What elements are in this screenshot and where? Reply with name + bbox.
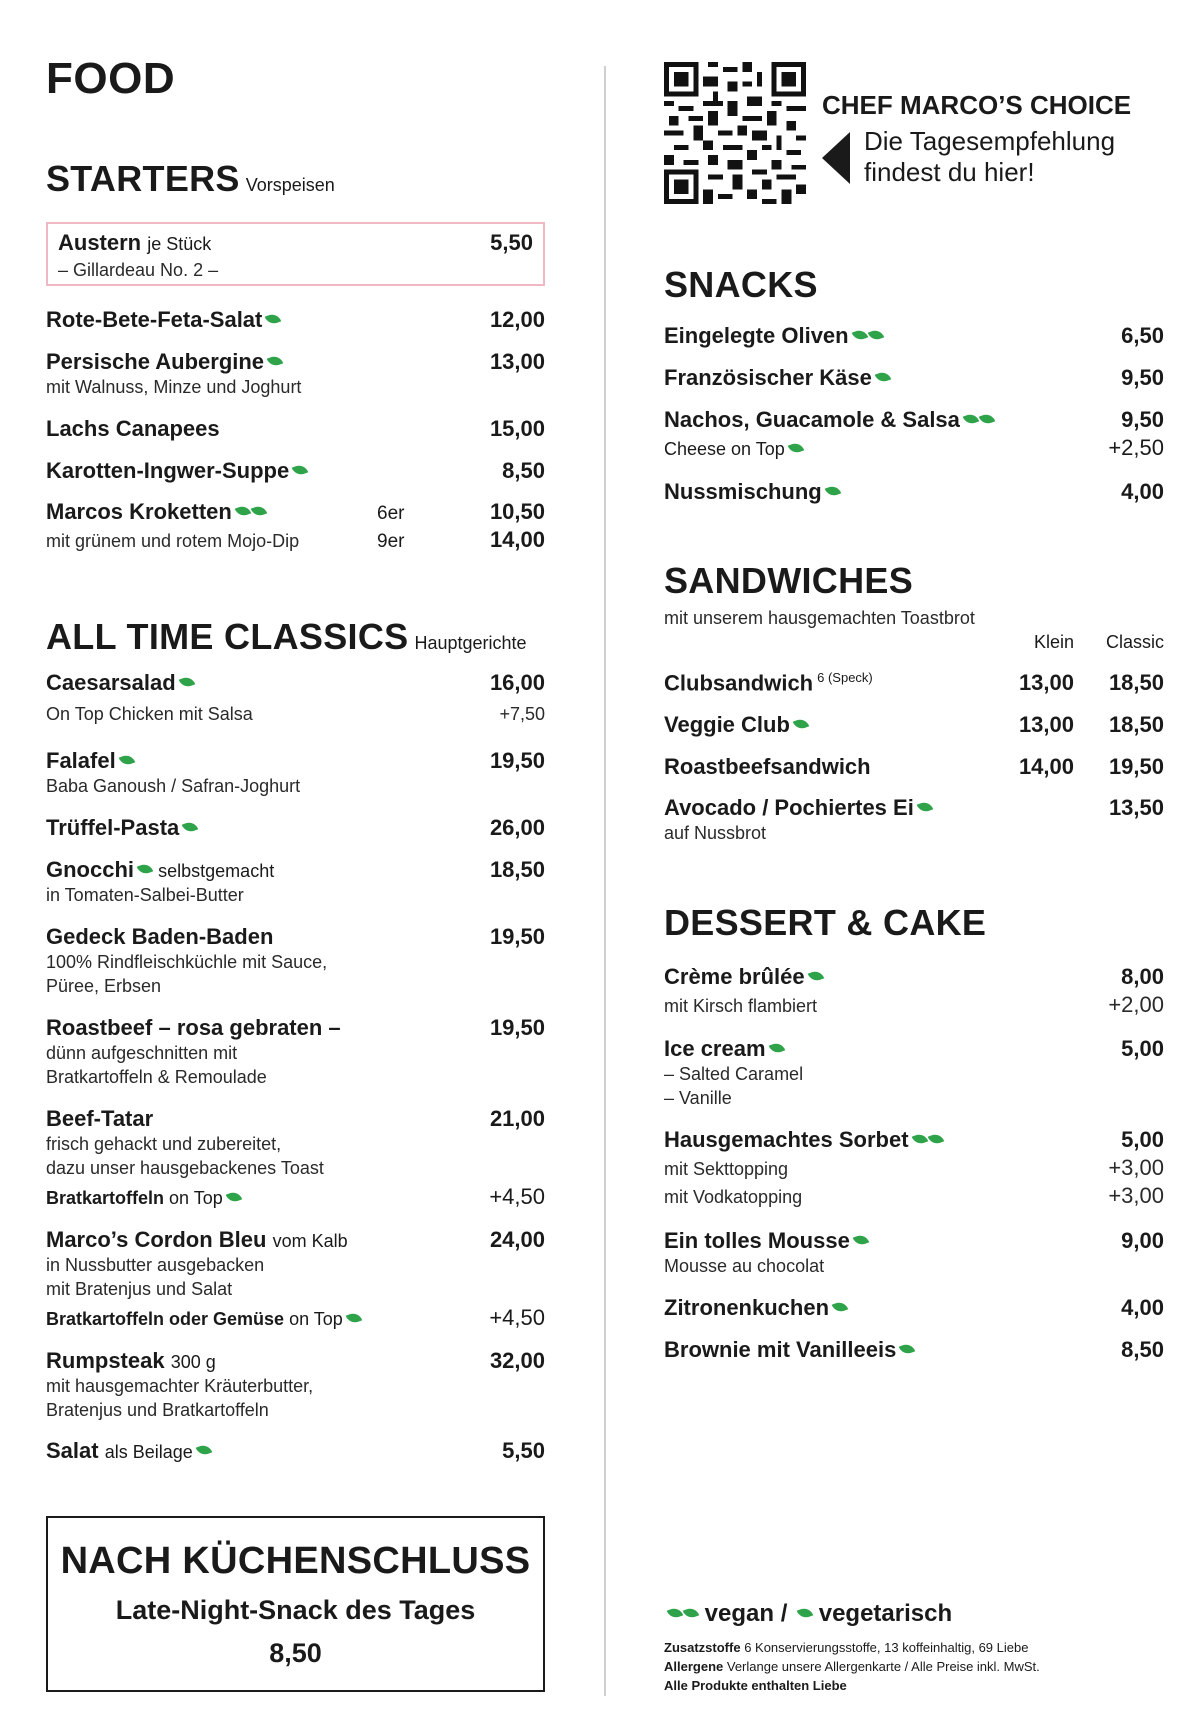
item-note: als Beilage xyxy=(104,1442,193,1462)
item-name: Nachos, Guacamole & Salsa xyxy=(664,407,960,432)
item-price: 9,00 xyxy=(1121,1228,1164,1253)
leaf-icon xyxy=(251,504,268,518)
extra-price: +3,00 xyxy=(1108,1155,1164,1180)
leaf-icon xyxy=(832,1300,849,1314)
snacks-heading: SNACKS xyxy=(664,264,818,305)
item-note: vom Kalb xyxy=(272,1231,348,1251)
menu-item-creme-brulee xyxy=(664,964,1164,1018)
menu-item-nachos xyxy=(664,407,1164,461)
item-name: Clubsandwich xyxy=(664,670,814,696)
menu-item-salat xyxy=(46,1438,545,1464)
item-note: selbstgemacht xyxy=(158,861,275,881)
item-name: Falafel xyxy=(46,748,116,773)
menu-item-aubergine xyxy=(46,349,545,399)
leaf-icon xyxy=(851,328,868,342)
item-name: Salat xyxy=(46,1438,99,1463)
size-label: 9er xyxy=(377,531,405,552)
leaf-icon xyxy=(667,1606,684,1620)
item-description: Mousse au chocolat xyxy=(664,1256,825,1276)
leaf-icon xyxy=(911,1132,928,1146)
extra-text: mit Kirsch flambiert xyxy=(664,996,818,1016)
extra-text: mit Vodkatopping xyxy=(664,1187,803,1207)
chef-choice-text xyxy=(864,126,1115,188)
price-klein: 13,00 xyxy=(1018,712,1074,737)
item-price: 4,00 xyxy=(1121,1295,1164,1320)
late-subtitle: Late-Night-Snack des Tages xyxy=(115,1595,476,1625)
oyster-price: 5,50 xyxy=(490,230,533,255)
item-price: 19,50 xyxy=(489,1015,545,1040)
legend-vegetarian: vegetarisch xyxy=(818,1600,953,1627)
extra-price: +2,50 xyxy=(1108,435,1164,460)
footer-line-3: Alle Produkte enthalten Liebe xyxy=(664,1678,847,1693)
item-name: Französischer Käse xyxy=(664,365,872,390)
leaf-icon xyxy=(787,441,804,455)
diet-legend xyxy=(664,1600,952,1628)
item-name: Rumpsteak xyxy=(46,1348,165,1373)
item-price: 26,00 xyxy=(489,815,545,840)
menu-item-brownie xyxy=(664,1337,1164,1363)
item-name: Persische Aubergine xyxy=(46,349,265,374)
leaf-icon xyxy=(118,753,135,767)
item-price: 5,00 xyxy=(1121,1036,1164,1061)
extra-price: +2,00 xyxy=(1108,992,1164,1017)
leaf-icon xyxy=(927,1132,944,1146)
column-divider xyxy=(604,66,606,1696)
leaf-icon xyxy=(917,800,934,814)
item-price: 4,00 xyxy=(1121,479,1164,504)
item-description: auf Nussbrot xyxy=(664,823,767,843)
menu-item-kaese xyxy=(664,365,1164,391)
qr-code-icon[interactable] xyxy=(664,62,806,204)
item-description: mit Walnuss, Minze und Joghurt xyxy=(46,377,302,397)
item-price: 19,50 xyxy=(489,924,545,949)
late-price: 8,50 xyxy=(269,1638,322,1668)
oyster-sub: – Gillardeau No. 2 – xyxy=(58,260,219,280)
menu-item-mousse xyxy=(664,1228,1164,1278)
menu-item-tatar xyxy=(46,1106,545,1210)
menu-item-gedeck xyxy=(46,924,545,998)
menu-item-oliven xyxy=(664,323,1164,349)
menu-item-falafel xyxy=(46,748,545,798)
item-description: mit hausgemachter Kräuterbutter, xyxy=(46,1376,314,1396)
food-title: FOOD xyxy=(46,54,176,103)
leaf-icon xyxy=(899,1342,916,1356)
price-klein: 14,00 xyxy=(1018,754,1074,779)
chef-line-2: findest du hier! xyxy=(864,157,1035,187)
item-name: Caesarsalad xyxy=(46,670,176,695)
legend-vegan: vegan / xyxy=(704,1600,788,1627)
item-description: in Tomaten-Salbei-Butter xyxy=(46,885,244,905)
leaf-icon xyxy=(797,1606,814,1620)
leaf-icon xyxy=(979,412,996,426)
menu-item-lachs xyxy=(46,416,545,442)
leaf-icon xyxy=(875,370,892,384)
leaf-icon xyxy=(225,1190,242,1204)
menu-item-ice-cream xyxy=(664,1036,1164,1110)
price-classic: 19,50 xyxy=(1108,754,1164,779)
item-note: 6 (Speck) xyxy=(817,670,873,685)
item-name: Eingelegte Oliven xyxy=(664,323,849,348)
footer-allergene xyxy=(664,1659,1040,1674)
menu-item-clubsandwich xyxy=(664,670,1164,696)
item-name: Rote-Bete-Feta-Salat xyxy=(46,307,263,332)
chef-choice-title: CHEF MARCO’S CHOICE xyxy=(822,90,1132,120)
item-description: – Vanille xyxy=(664,1088,732,1108)
late-title: NACH KÜCHENSCHLUSS xyxy=(60,1540,531,1582)
item-description: Püree, Erbsen xyxy=(46,976,162,996)
arrow-left-icon xyxy=(822,132,850,184)
item-name: Crème brûlée xyxy=(664,964,805,989)
item-name: Karotten-Ingwer-Suppe xyxy=(46,458,290,483)
starters-heading xyxy=(46,158,545,200)
extra-price: +4,50 xyxy=(489,1184,545,1209)
item-price: 16,00 xyxy=(489,670,545,695)
oyster-unit: je Stück xyxy=(147,234,212,254)
footer-text: 6 Konservierungsstoffe, 13 koffeinhaltig, 69 Liebe xyxy=(744,1640,1029,1655)
extra-text: Cheese on Top xyxy=(664,439,785,459)
footer-label: Allergene xyxy=(664,1659,724,1674)
menu-item-roastbeefsandwich xyxy=(664,754,1164,780)
item-price: 5,00 xyxy=(1121,1127,1164,1152)
leaf-icon xyxy=(137,862,154,876)
extra-price: +4,50 xyxy=(489,1305,545,1330)
price-classic: 18,50 xyxy=(1108,670,1164,696)
extra-price: +3,00 xyxy=(1108,1183,1164,1208)
menu-item-cordon-bleu xyxy=(46,1227,545,1331)
menu-item-veggie-club xyxy=(664,712,1164,738)
menu-item-trueffel xyxy=(46,815,545,841)
leaf-icon xyxy=(195,1443,212,1457)
sandwich-column-headers xyxy=(664,632,1164,653)
item-price: 13,00 xyxy=(489,349,545,374)
item-price: 8,50 xyxy=(502,458,545,483)
item-name: Nussmischung xyxy=(664,479,822,504)
classics-title: ALL TIME CLASSICS xyxy=(46,616,409,657)
item-name: Lachs Canapees xyxy=(46,416,220,441)
footer-text: Verlange unsere Allergenkarte / Alle Preise inkl. MwSt. xyxy=(726,1659,1040,1674)
item-name: Trüffel-Pasta xyxy=(46,815,180,840)
menu-item-caesar xyxy=(46,670,545,725)
item-description: Bratenjus und Bratkartoffeln xyxy=(46,1400,269,1420)
menu-item-avocado xyxy=(664,795,1164,845)
extra-bold: Bratkartoffeln xyxy=(46,1188,165,1208)
price-klein: 13,00 xyxy=(1018,670,1074,696)
item-description: – Salted Caramel xyxy=(664,1064,804,1084)
item-description: frisch gehackt und zubereitet, xyxy=(46,1134,282,1154)
menu-item-rumpsteak xyxy=(46,1348,545,1422)
extra-price: +7,50 xyxy=(499,704,545,724)
item-price: 8,00 xyxy=(1121,964,1164,989)
item-description: dünn aufgeschnitten mit xyxy=(46,1043,238,1063)
item-name: Veggie Club xyxy=(664,712,790,737)
item-name: Hausgemachtes Sorbet xyxy=(664,1127,909,1152)
price-classic: 18,50 xyxy=(1108,712,1164,737)
item-name: Beef-Tatar xyxy=(46,1106,154,1131)
item-name: Brownie mit Vanilleeis xyxy=(664,1337,897,1362)
size-label: 6er xyxy=(377,503,405,524)
item-name: Avocado / Pochiertes Ei xyxy=(664,795,914,820)
chef-line-1: Die Tagesempfehlung xyxy=(864,126,1116,156)
leaf-icon xyxy=(683,1606,700,1620)
item-price: 8,50 xyxy=(1121,1337,1164,1362)
item-price: 10,50 xyxy=(489,499,545,524)
item-name: Zitronenkuchen xyxy=(664,1295,830,1320)
leaf-icon xyxy=(178,675,195,689)
menu-item-nuss xyxy=(664,479,1164,505)
late-night-box xyxy=(46,1516,545,1692)
menu-item-suppe xyxy=(46,458,545,484)
item-name: Gedeck Baden-Baden xyxy=(46,924,274,949)
extra-bold: Bratkartoffeln oder Gemüse xyxy=(46,1309,285,1329)
item-description: dazu unser hausgebackenes Toast xyxy=(46,1158,324,1178)
footer-label: Zusatzstoffe xyxy=(664,1640,741,1655)
item-price: 21,00 xyxy=(489,1106,545,1131)
item-name: Roastbeef – rosa gebraten – xyxy=(46,1015,341,1040)
leaf-icon xyxy=(824,484,841,498)
item-note: 300 g xyxy=(170,1352,216,1372)
leaf-icon xyxy=(963,412,980,426)
classics-subtitle: Hauptgerichte xyxy=(414,633,527,653)
item-price: 24,00 xyxy=(489,1227,545,1252)
dessert-heading: DESSERT & CAKE xyxy=(664,902,987,943)
item-price: 32,00 xyxy=(489,1348,545,1373)
sandwiches-heading: SANDWICHES xyxy=(664,560,914,601)
starters-title: STARTERS xyxy=(46,158,240,199)
item-description: mit grünem und rotem Mojo-Dip xyxy=(46,531,300,551)
item-price: 14,00 xyxy=(489,527,545,552)
item-name: Ice cream xyxy=(664,1036,766,1061)
leaf-icon xyxy=(867,328,884,342)
item-price: 12,00 xyxy=(489,307,545,332)
leaf-icon xyxy=(768,1041,785,1055)
leaf-icon xyxy=(853,1233,870,1247)
oyster-name: Austern xyxy=(58,230,142,255)
menu-item-zitronenkuchen xyxy=(664,1295,1164,1321)
menu-item-gnocchi xyxy=(46,857,545,907)
classics-heading xyxy=(46,616,545,658)
col-header-klein: Klein xyxy=(1033,632,1074,652)
menu-item-rote-bete xyxy=(46,307,545,333)
leaf-icon xyxy=(292,463,309,477)
extra-text: on Top xyxy=(169,1188,223,1208)
item-name: Ein tolles Mousse xyxy=(664,1228,850,1253)
item-price: 6,50 xyxy=(1121,323,1164,348)
item-price: 18,50 xyxy=(489,857,545,882)
leaf-icon xyxy=(235,504,252,518)
col-header-classic: Classic xyxy=(1105,632,1164,652)
leaf-icon xyxy=(182,820,199,834)
item-description: Baba Ganoush / Safran-Joghurt xyxy=(46,776,301,796)
menu-item-kroketten xyxy=(46,499,545,553)
item-name: Gnocchi xyxy=(46,857,135,882)
item-description: in Nussbutter ausgebacken xyxy=(46,1255,265,1275)
oyster-box xyxy=(46,222,545,286)
item-name: Marco’s Cordon Bleu xyxy=(46,1227,267,1252)
starters-subtitle: Vorspeisen xyxy=(245,175,335,195)
footer-zusatzstoffe xyxy=(664,1640,1028,1655)
menu-item-sorbet xyxy=(664,1127,1164,1209)
item-price: 5,50 xyxy=(502,1438,545,1463)
extra-text: mit Sekttopping xyxy=(664,1159,789,1179)
extra-text: on Top xyxy=(289,1309,343,1329)
leaf-icon xyxy=(807,969,824,983)
menu-item-roastbeef xyxy=(46,1015,545,1089)
item-price: 9,50 xyxy=(1121,365,1164,390)
price-classic: 13,50 xyxy=(1108,795,1164,820)
item-description: 100% Rindfleischküchle mit Sauce, xyxy=(46,952,328,972)
item-price: 9,50 xyxy=(1121,407,1164,432)
item-name: Marcos Kroketten xyxy=(46,499,232,524)
item-name: Roastbeefsandwich xyxy=(664,754,871,779)
sandwiches-subtitle: mit unserem hausgemachten Toastbrot xyxy=(664,608,975,628)
extra-text: On Top Chicken mit Salsa xyxy=(46,704,253,724)
leaf-icon xyxy=(267,354,284,368)
item-description: mit Bratenjus und Salat xyxy=(46,1279,233,1299)
leaf-icon xyxy=(265,312,282,326)
leaf-icon xyxy=(793,717,810,731)
item-description: Bratkartoffeln & Remoulade xyxy=(46,1067,267,1087)
leaf-icon xyxy=(346,1311,363,1325)
item-price: 15,00 xyxy=(489,416,545,441)
item-price: 19,50 xyxy=(489,748,545,773)
